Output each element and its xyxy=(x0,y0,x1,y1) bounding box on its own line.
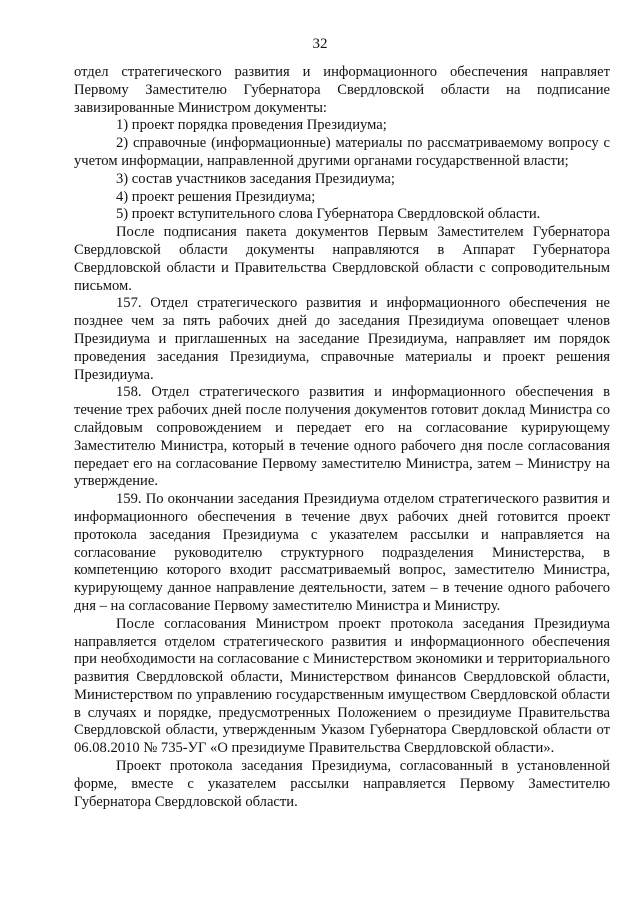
page-number: 32 xyxy=(312,36,328,52)
body-text xyxy=(74,64,610,811)
list-item-4: 4) проект решения Президиума; xyxy=(116,188,316,205)
list-item-1: 1) проект порядка проведения Президиума; xyxy=(116,117,387,134)
paragraph-after-signing: После подписания пакета документов Первым Заместителем Губернатора Свердловской области документы направляются в Аппарат Губернатора Свердловской области и Правительства Свердловской области с сопроводительным письмом. xyxy=(74,224,610,294)
paragraph-157: 157. Отдел стратегического развития и информационного обеспечения не позднее чем за пять рабочих дней до заседания Президиума оповещает членов Президиума и приглашенных на заседание Президиума, направляет им порядок проведения заседания Президиума, справочные материалы и проект решения Президиума. xyxy=(74,295,610,383)
paragraph-158: 158. Отдел стратегического развития и информационного обеспечения в течение трех рабочих дней после получения документов готовит доклад Министра со слайдовым сопровождением и передает его на согласование курирующему Заместителю Министра, который в течение одного рабочего дня после согласования передает его на согласование Первому заместителю Министра, затем – Министру на утверждение. xyxy=(74,384,610,490)
paragraph-159: 159. По окончании заседания Президиума отделом стратегического развития и информационного обеспечения в течение двух рабочих дней готовится проект протокола заседания Президиума с указателем рассылки и направляется на согласование руководителю структурного подразделения Министерства, в компетенцию которого входит рассматриваемый вопрос, заместителю Министра, курирующему данное направление деятельности, затем – в течение одного рабочего дня – на согласование Первому заместителю Министра и Министру. xyxy=(74,491,610,614)
paragraph-protocol-distribution: Проект протокола заседания Президиума, согласованный в установленной форме, вместе с указателем рассылки направляется Первому Заместителю Губернатора Свердловской области. xyxy=(74,758,610,810)
paragraph-protocol-approval: После согласования Министром проект протокола заседания Президиума направляется отделом стратегического развития и информационного обеспечения при необходимости на согласование с Министерством экономики и территориального развития Свердловской области, Министерством финансов Свердловской области, Министерством по управлению государственным имуществом Свердловской области в случаях и порядке, предусмотренных Положением о президиуме Правительства Свердловской области, утвержденным Указом Губернатора Свердловской области от 06.08.2010 № 735-УГ «О президиуме Правительства Свердловской области». xyxy=(74,615,610,757)
paragraph-continuation: отдел стратегического развития и информационного обеспечения направляет Первому Заместителю Губернатора Свердловской области на подписание завизированные Министром документы: xyxy=(74,64,610,116)
list-item-3: 3) состав участников заседания Президиума; xyxy=(116,170,395,187)
list-item-5: 5) проект вступительного слова Губернатора Свердловской области. xyxy=(116,206,541,223)
list-item-2: 2) справочные (информационные) материалы по рассматриваемому вопросу с учетом информации, направленной другими органами государственной власти; xyxy=(74,135,610,169)
